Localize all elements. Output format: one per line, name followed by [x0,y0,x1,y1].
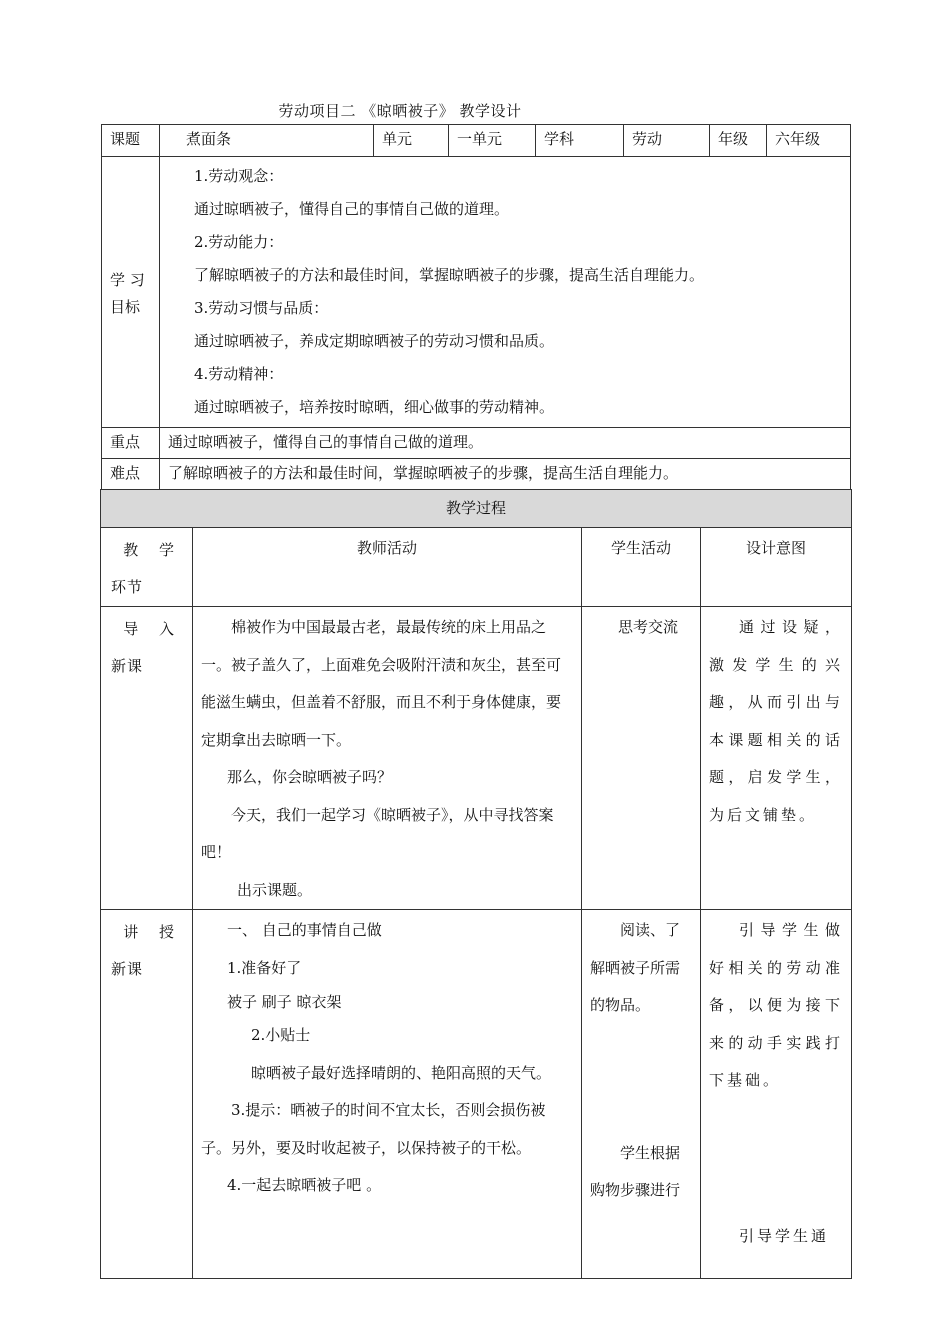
lecture-teacher-line: 1.准备好了 [227,958,302,977]
intro-stage-line2: 新课 [111,657,144,675]
lecture-stage-line2: 新课 [111,960,144,978]
process-heading: 教学过程 [101,490,852,528]
col-student-header: 学生活动 [582,528,701,607]
goal-item: 通过晾晒被子，培养按时晾晒，细心做事的劳动精神。 [194,398,555,416]
goals-label-line2: 目标 [110,297,141,316]
subject-label: 学科 [536,125,624,157]
lecture-student-activity [582,910,701,1279]
lecture-student-text: 阅读、了解晒被子所需的物品。 [590,921,681,1014]
intro-teacher-para: 今天，我们一起学习《晾晒被子》，从中寻找答案吧！ [201,805,554,861]
col-stage-header [101,528,193,607]
difficulty-row [102,459,851,490]
subject-value: 劳动 [624,125,710,157]
intro-student-activity [582,607,701,910]
lecture-teacher-line: 2.小贴士 [251,1026,311,1044]
intro-stage-line1: 导 入 [123,620,182,638]
lecture-teacher-line: 被子 刷子 晾衣架 [227,993,342,1011]
col-stage-line2: 环节 [111,578,144,596]
topic-value: 煮面条 [160,125,374,157]
lesson-info-table [101,124,851,490]
goal-item: 4.劳动精神： [194,365,284,383]
intro-teacher-para: 棉被作为中国最最古老，最最传统的床上用品之一。被子盖久了，上面难免会吸附汗渍和灰尘，甚至可能滋生螨虫，但盖着不舒服，而且不利于身体健康，要定期拿出去晾晒一下。 [201,618,562,749]
key-point-value: 通过晾晒被子，懂得自己的事情自己做的道理。 [160,428,851,459]
lecture-student-text: 学生根据购物步骤进行 [590,1143,681,1199]
unit-label: 单元 [374,125,449,157]
lecture-teacher-line: 3.提示：晒被子的时间不宜太长，否则会损伤被子。另外，要及时收起被子，以保持被子的干松。 [201,1101,546,1157]
grade-value: 六年级 [767,125,851,157]
document-title: 劳动项目二 《晾晒被子》 教学设计 [278,102,522,120]
goal-item: 了解晾晒被子的方法和最佳时间，掌握晾晒被子的步骤，提高生活自理能力。 [194,266,705,284]
intro-row [101,607,852,910]
column-header-row [101,528,852,607]
intro-design-intent [701,607,852,910]
key-point-label: 重点 [102,428,160,459]
goal-item: 3.劳动习惯与品质： [194,299,329,317]
topic-label: 课题 [102,125,160,157]
lecture-intent-text: 引导学生做好相关的劳动准备，以便为接下来的动手实践打下基础。 [709,921,844,1089]
grade-label: 年级 [710,125,767,157]
difficulty-label: 难点 [102,459,160,490]
key-point-row [102,428,851,459]
lecture-stage [101,910,193,1279]
goal-item: 通过晾晒被子，养成定期晾晒被子的劳动习惯和品质。 [194,332,555,350]
intro-student-text: 思考交流 [618,618,679,636]
lecture-teacher-line: 一、 自己的事情自己做 [227,921,382,939]
lecture-teacher-line: 4.一起去晾晒被子吧 。 [227,1176,382,1194]
col-teacher-header: 教师活动 [193,528,582,607]
lecture-row [101,910,852,1279]
lecture-teacher-line: 晾晒被子最好选择晴朗的、艳阳高照的天气。 [251,1063,552,1082]
col-intent-header: 设计意图 [701,528,852,607]
teaching-process-table [100,489,852,1279]
process-heading-row [101,490,852,528]
col-stage-line1: 教 学 [123,541,182,559]
lecture-stage-line1: 讲 授 [123,923,182,941]
info-row [102,125,851,157]
goals-label-line1: 学 习 [110,270,145,289]
goals-label [102,157,160,428]
intro-teacher-activity [193,607,582,910]
intro-teacher-para: 那么，你会晾晒被子吗？ [227,768,393,786]
goal-item: 1.劳动观念： [194,167,284,185]
difficulty-value: 了解晾晒被子的方法和最佳时间，掌握晾晒被子的步骤，提高生活自理能力。 [160,459,851,490]
lecture-design-intent [701,910,852,1279]
intro-intent-text: 通过设疑，激发学生的兴趣，从而引出与本课题相关的话题，启发学生，为后文铺垫。 [709,618,844,824]
intro-stage [101,607,193,910]
lecture-teacher-activity [193,910,582,1279]
goal-item: 2.劳动能力： [194,233,284,251]
unit-value: 一单元 [449,125,536,157]
lecture-intent-text: 引导学生通 [739,1226,830,1245]
intro-teacher-para: 出示课题。 [237,880,313,899]
goal-item: 通过晾晒被子，懂得自己的事情自己做的道理。 [194,200,510,218]
goals-content [160,157,851,428]
goals-row [102,157,851,428]
